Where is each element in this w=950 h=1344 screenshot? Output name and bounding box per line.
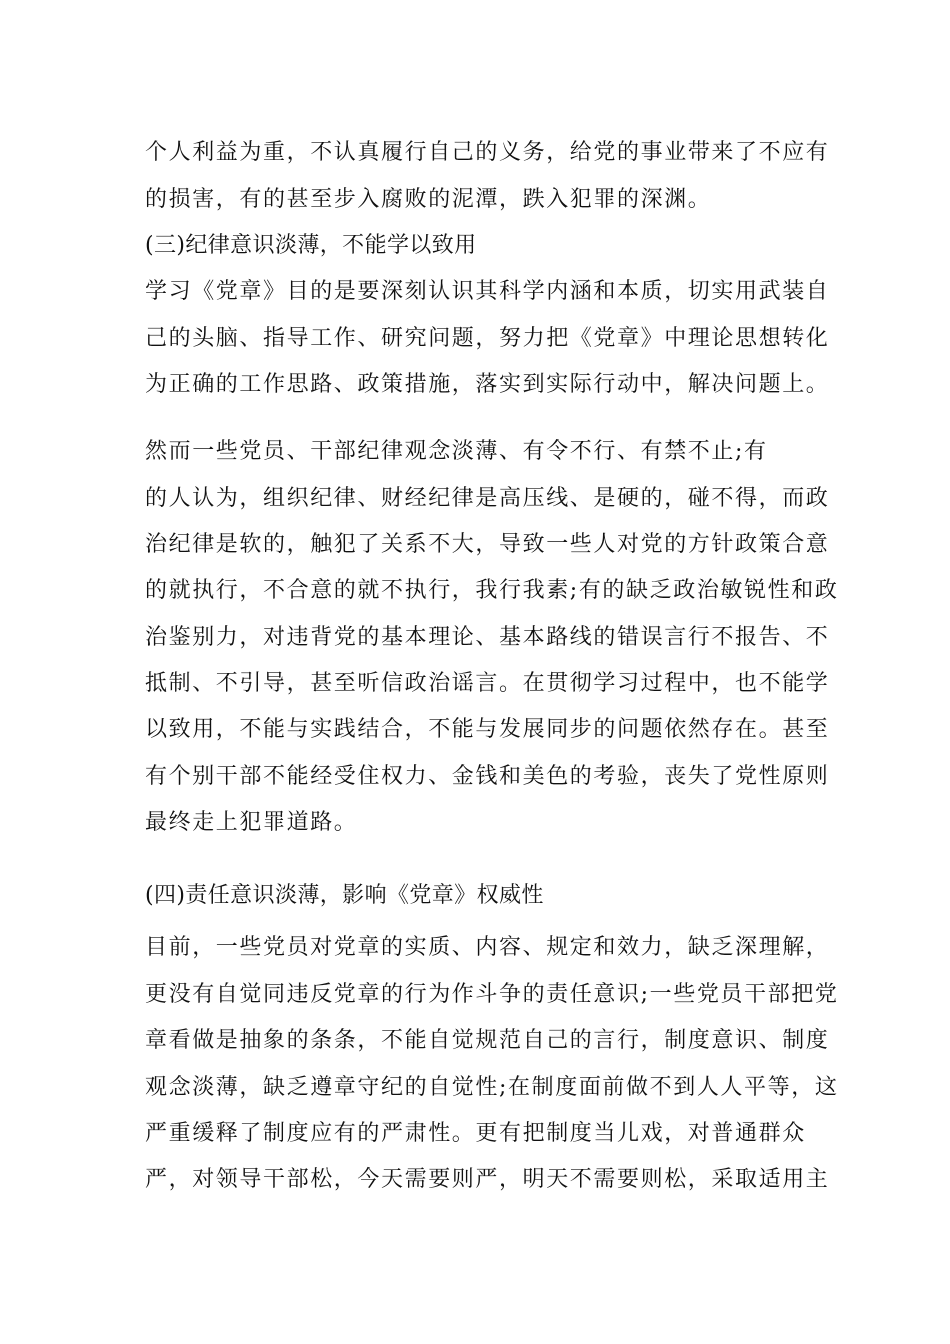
body-text-line: 的损害，有的甚至步入腐败的泥潭，跌入犯罪的深渊。: [145, 187, 712, 212]
section-heading: (四)责任意识淡薄，影响《党章》权威性: [145, 883, 544, 908]
body-text-line: 为正确的工作思路、政策措施，落实到实际行动中，解决问题上。: [145, 372, 830, 397]
body-text-line: 学习《党章》目的是要深刻认识其科学内涵和本质，切实用武装自: [145, 279, 830, 304]
body-text-line: 目前，一些党员对党章的实质、内容、规定和效力，缺乏深理解，: [145, 935, 830, 960]
body-text-line: 的人认为，组织纪律、财经纪律是高压线、是硬的，碰不得，而政: [145, 486, 830, 511]
body-text-line: 以致用，不能与实践结合，不能与发展同步的问题依然存在。甚至: [145, 717, 830, 742]
body-text-line: 更没有自觉同违反党章的行为作斗争的责任意识;一些党员干部把党: [145, 982, 839, 1007]
body-text-line: 的就执行，不合意的就不执行，我行我素;有的缺乏政治敏锐性和政: [145, 578, 839, 603]
body-text-line: 有个别干部不能经受住权力、金钱和美色的考验，丧失了党性原则: [145, 764, 830, 789]
body-text-line: 治鉴别力，对违背党的基本理论、基本路线的错误言行不报告、不: [145, 625, 830, 650]
body-text-line: 观念淡薄，缺乏遵章守纪的自觉性;在制度面前做不到人人平等，这: [145, 1075, 839, 1100]
body-text-line: 个人利益为重，不认真履行自己的义务，给党的事业带来了不应有: [145, 140, 830, 165]
body-text-line: 严重缓释了制度应有的严肃性。更有把制度当儿戏，对普通群众: [145, 1121, 806, 1146]
body-text-line: 章看做是抽象的条条，不能自觉规范自己的言行，制度意识、制度: [145, 1028, 830, 1053]
body-text-line: 己的头脑、指导工作、研究问题，努力把《党章》中理论思想转化: [145, 326, 830, 351]
body-text-line: 最终走上犯罪道路。: [145, 810, 358, 835]
body-text-line: 抵制、不引导，甚至听信政治谣言。在贯彻学习过程中，也不能学: [145, 671, 830, 696]
body-text-line: 严，对领导干部松，今天需要则严，明天不需要则松，采取适用主: [145, 1167, 830, 1192]
section-heading: (三)纪律意识淡薄，不能学以致用: [145, 233, 477, 258]
body-text-line: 然而一些党员、干部纪律观念淡薄、有令不行、有禁不止;有: [145, 439, 768, 464]
body-text-line: 治纪律是软的，触犯了关系不大，导致一些人对党的方针政策合意: [145, 532, 830, 557]
